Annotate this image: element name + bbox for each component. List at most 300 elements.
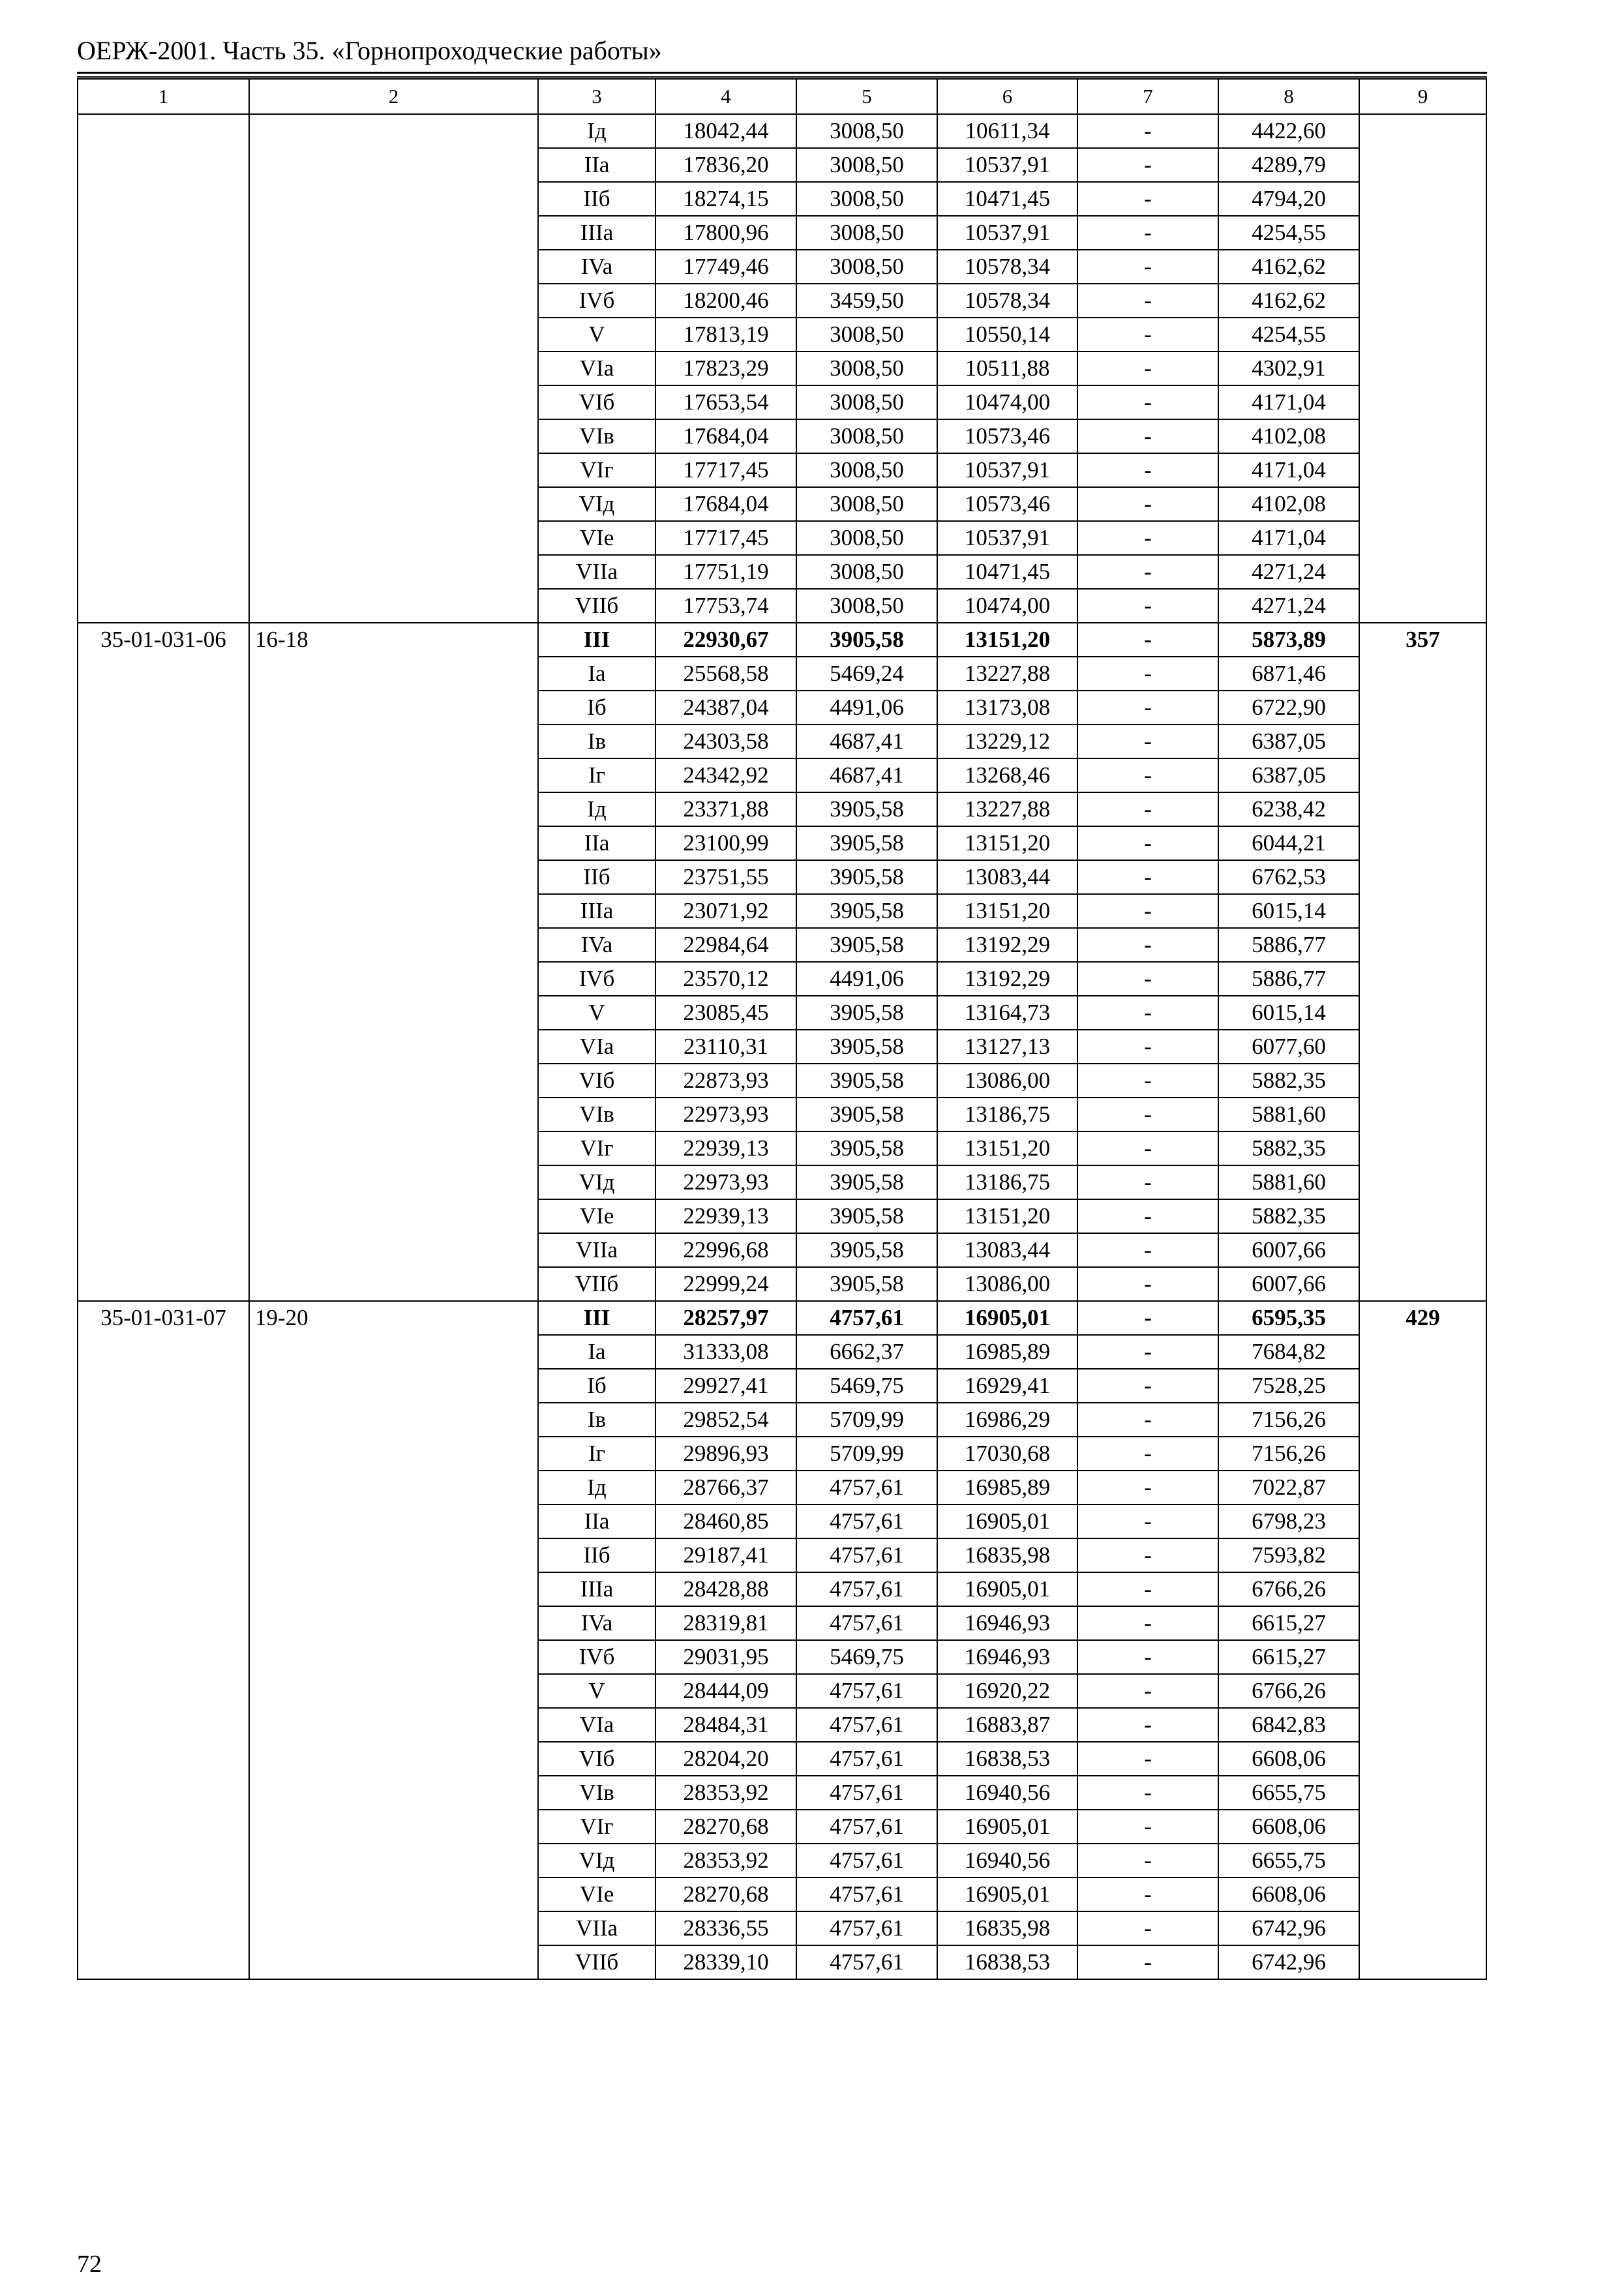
machinist-wages-cell: - bbox=[1077, 1911, 1218, 1945]
materials-cell: 4271,24 bbox=[1218, 555, 1359, 589]
wages-cell: 4757,61 bbox=[796, 1538, 937, 1572]
total-cost-cell: 23100,99 bbox=[655, 826, 796, 860]
wages-cell: 3905,58 bbox=[796, 1131, 937, 1165]
category-cell: Iб bbox=[538, 691, 655, 725]
machinist-wages-cell: - bbox=[1077, 385, 1218, 419]
category-cell: VIIa bbox=[538, 1233, 655, 1267]
machines-cell: 10537,91 bbox=[937, 521, 1077, 555]
machinist-wages-cell: - bbox=[1077, 1708, 1218, 1742]
materials-cell: 6077,60 bbox=[1218, 1030, 1359, 1064]
total-cost-cell: 22939,13 bbox=[655, 1199, 796, 1233]
machines-cell: 10578,34 bbox=[937, 284, 1077, 318]
machines-cell: 13229,12 bbox=[937, 725, 1077, 758]
header-rule bbox=[77, 76, 1487, 78]
category-cell: IVб bbox=[538, 284, 655, 318]
total-cost-cell: 29896,93 bbox=[655, 1437, 796, 1471]
rates-table bbox=[77, 78, 1487, 1980]
materials-cell: 6608,06 bbox=[1218, 1742, 1359, 1776]
machinist-wages-cell: - bbox=[1077, 1437, 1218, 1471]
machines-cell: 16985,89 bbox=[937, 1335, 1077, 1369]
machines-cell: 10537,91 bbox=[937, 453, 1077, 487]
category-cell: V bbox=[538, 318, 655, 352]
machinist-wages-cell: - bbox=[1077, 996, 1218, 1030]
machinist-wages-cell: - bbox=[1077, 623, 1218, 657]
total-cost-cell: 18042,44 bbox=[655, 114, 796, 148]
wages-cell: 3905,58 bbox=[796, 860, 937, 894]
materials-cell: 6015,14 bbox=[1218, 894, 1359, 928]
materials-cell: 6655,75 bbox=[1218, 1844, 1359, 1878]
category-cell: VIб bbox=[538, 1742, 655, 1776]
materials-cell: 6655,75 bbox=[1218, 1776, 1359, 1810]
category-cell: Iб bbox=[538, 1369, 655, 1403]
machines-cell: 13151,20 bbox=[937, 1131, 1077, 1165]
materials-cell: 5881,60 bbox=[1218, 1165, 1359, 1199]
materials-cell: 6762,53 bbox=[1218, 860, 1359, 894]
total-cost-cell: 22999,24 bbox=[655, 1267, 796, 1301]
machinist-wages-cell: - bbox=[1077, 1030, 1218, 1064]
category-cell: IVa bbox=[538, 1606, 655, 1640]
materials-cell: 6798,23 bbox=[1218, 1504, 1359, 1538]
wages-cell: 3905,58 bbox=[796, 1199, 937, 1233]
machinist-wages-cell: - bbox=[1077, 1504, 1218, 1538]
machines-cell: 16920,22 bbox=[937, 1674, 1077, 1708]
wages-cell: 3008,50 bbox=[796, 555, 937, 589]
labor-cell: 429 bbox=[1359, 1301, 1486, 1979]
category-cell: VIe bbox=[538, 521, 655, 555]
machines-cell: 13127,13 bbox=[937, 1030, 1077, 1064]
machinist-wages-cell: - bbox=[1077, 1742, 1218, 1776]
machines-cell: 10578,34 bbox=[937, 250, 1077, 284]
machines-cell: 13083,44 bbox=[937, 1233, 1077, 1267]
materials-cell: 5882,35 bbox=[1218, 1131, 1359, 1165]
category-cell: IIIa bbox=[538, 216, 655, 250]
machines-cell: 10471,45 bbox=[937, 182, 1077, 216]
total-cost-cell: 23371,88 bbox=[655, 792, 796, 826]
materials-cell: 4171,04 bbox=[1218, 521, 1359, 555]
materials-cell: 4162,62 bbox=[1218, 250, 1359, 284]
machinist-wages-cell: - bbox=[1077, 826, 1218, 860]
materials-cell: 6722,90 bbox=[1218, 691, 1359, 725]
category-cell: VIд bbox=[538, 487, 655, 521]
machinist-wages-cell: - bbox=[1077, 521, 1218, 555]
machines-cell: 13192,29 bbox=[937, 962, 1077, 996]
machinist-wages-cell: - bbox=[1077, 182, 1218, 216]
wages-cell: 4757,61 bbox=[796, 1572, 937, 1606]
machinist-wages-cell: - bbox=[1077, 1844, 1218, 1878]
category-cell: VIIa bbox=[538, 555, 655, 589]
materials-cell: 4794,20 bbox=[1218, 182, 1359, 216]
column-header: 5 bbox=[796, 79, 937, 114]
machines-cell: 13227,88 bbox=[937, 792, 1077, 826]
machinist-wages-cell: - bbox=[1077, 352, 1218, 385]
table-row bbox=[78, 1301, 1486, 1335]
materials-cell: 5873,89 bbox=[1218, 623, 1359, 657]
page-number: 72 bbox=[77, 2251, 102, 2278]
total-cost-cell: 28204,20 bbox=[655, 1742, 796, 1776]
column-header: 7 bbox=[1077, 79, 1218, 114]
total-cost-cell: 23751,55 bbox=[655, 860, 796, 894]
category-cell: Iг bbox=[538, 758, 655, 792]
wages-cell: 3905,58 bbox=[796, 1030, 937, 1064]
category-cell: VIIб bbox=[538, 1945, 655, 1979]
machines-cell: 16946,93 bbox=[937, 1606, 1077, 1640]
machinist-wages-cell: - bbox=[1077, 589, 1218, 623]
total-cost-cell: 24387,04 bbox=[655, 691, 796, 725]
category-cell: Iг bbox=[538, 1437, 655, 1471]
total-cost-cell: 28353,92 bbox=[655, 1844, 796, 1878]
machines-cell: 13173,08 bbox=[937, 691, 1077, 725]
category-cell: IIб bbox=[538, 1538, 655, 1572]
machines-cell: 16929,41 bbox=[937, 1369, 1077, 1403]
wages-cell: 3459,50 bbox=[796, 284, 937, 318]
wages-cell: 4757,61 bbox=[796, 1471, 937, 1504]
category-cell: Ia bbox=[538, 1335, 655, 1369]
total-cost-cell: 25568,58 bbox=[655, 657, 796, 691]
machines-cell: 16940,56 bbox=[937, 1844, 1077, 1878]
category-cell: IVб bbox=[538, 962, 655, 996]
machinist-wages-cell: - bbox=[1077, 1538, 1218, 1572]
machinist-wages-cell: - bbox=[1077, 216, 1218, 250]
materials-cell: 7684,82 bbox=[1218, 1335, 1359, 1369]
total-cost-cell: 29852,54 bbox=[655, 1403, 796, 1437]
materials-cell: 6007,66 bbox=[1218, 1267, 1359, 1301]
wages-cell: 6662,37 bbox=[796, 1335, 937, 1369]
machinist-wages-cell: - bbox=[1077, 1335, 1218, 1369]
total-cost-cell: 22973,93 bbox=[655, 1098, 796, 1131]
machinist-wages-cell: - bbox=[1077, 419, 1218, 453]
machinist-wages-cell: - bbox=[1077, 1674, 1218, 1708]
machinist-wages-cell: - bbox=[1077, 453, 1218, 487]
machinist-wages-cell: - bbox=[1077, 1606, 1218, 1640]
wages-cell: 4757,61 bbox=[796, 1945, 937, 1979]
machinist-wages-cell: - bbox=[1077, 250, 1218, 284]
category-cell: VIIб bbox=[538, 589, 655, 623]
materials-cell: 4254,55 bbox=[1218, 216, 1359, 250]
machinist-wages-cell: - bbox=[1077, 1131, 1218, 1165]
wages-cell: 3905,58 bbox=[796, 996, 937, 1030]
wages-cell: 3008,50 bbox=[796, 318, 937, 352]
category-cell: VIIa bbox=[538, 1911, 655, 1945]
machines-cell: 16946,93 bbox=[937, 1640, 1077, 1674]
machines-cell: 13151,20 bbox=[937, 1199, 1077, 1233]
materials-cell: 4271,24 bbox=[1218, 589, 1359, 623]
category-cell: IIa bbox=[538, 1504, 655, 1538]
wages-cell: 3008,50 bbox=[796, 250, 937, 284]
category-cell: Ia bbox=[538, 657, 655, 691]
machinist-wages-cell: - bbox=[1077, 114, 1218, 148]
machines-cell: 16835,98 bbox=[937, 1911, 1077, 1945]
materials-cell: 6615,27 bbox=[1218, 1640, 1359, 1674]
total-cost-cell: 28484,31 bbox=[655, 1708, 796, 1742]
machines-cell: 16905,01 bbox=[937, 1301, 1077, 1335]
category-cell: VIa bbox=[538, 1030, 655, 1064]
total-cost-cell: 22930,67 bbox=[655, 623, 796, 657]
total-cost-cell: 29927,41 bbox=[655, 1369, 796, 1403]
machines-cell: 16835,98 bbox=[937, 1538, 1077, 1572]
range-cell: 19-20 bbox=[249, 1301, 538, 1979]
wages-cell: 3905,58 bbox=[796, 1098, 937, 1131]
total-cost-cell: 17717,45 bbox=[655, 453, 796, 487]
wages-cell: 3905,58 bbox=[796, 792, 937, 826]
materials-cell: 6238,42 bbox=[1218, 792, 1359, 826]
total-cost-cell: 31333,08 bbox=[655, 1335, 796, 1369]
machines-cell: 16940,56 bbox=[937, 1776, 1077, 1810]
table-body bbox=[78, 114, 1486, 1979]
wages-cell: 3008,50 bbox=[796, 352, 937, 385]
total-cost-cell: 18200,46 bbox=[655, 284, 796, 318]
total-cost-cell: 28257,97 bbox=[655, 1301, 796, 1335]
column-header: 8 bbox=[1218, 79, 1359, 114]
materials-cell: 7156,26 bbox=[1218, 1437, 1359, 1471]
wages-cell: 3905,58 bbox=[796, 826, 937, 860]
machines-cell: 10573,46 bbox=[937, 487, 1077, 521]
wages-cell: 3905,58 bbox=[796, 894, 937, 928]
table-row bbox=[78, 623, 1486, 657]
machinist-wages-cell: - bbox=[1077, 792, 1218, 826]
total-cost-cell: 28270,68 bbox=[655, 1878, 796, 1911]
materials-cell: 6608,06 bbox=[1218, 1810, 1359, 1844]
wages-cell: 3008,50 bbox=[796, 148, 937, 182]
machinist-wages-cell: - bbox=[1077, 1776, 1218, 1810]
machinist-wages-cell: - bbox=[1077, 1199, 1218, 1233]
machines-cell: 13086,00 bbox=[937, 1267, 1077, 1301]
column-header: 2 bbox=[249, 79, 538, 114]
materials-cell: 6871,46 bbox=[1218, 657, 1359, 691]
total-cost-cell: 22939,13 bbox=[655, 1131, 796, 1165]
wages-cell: 3905,58 bbox=[796, 1165, 937, 1199]
machinist-wages-cell: - bbox=[1077, 1572, 1218, 1606]
category-cell: VIв bbox=[538, 419, 655, 453]
machines-cell: 10573,46 bbox=[937, 419, 1077, 453]
total-cost-cell: 17751,19 bbox=[655, 555, 796, 589]
total-cost-cell: 23085,45 bbox=[655, 996, 796, 1030]
materials-cell: 7022,87 bbox=[1218, 1471, 1359, 1504]
total-cost-cell: 17800,96 bbox=[655, 216, 796, 250]
machinist-wages-cell: - bbox=[1077, 1165, 1218, 1199]
wages-cell: 3008,50 bbox=[796, 385, 937, 419]
category-cell: Iв bbox=[538, 725, 655, 758]
machines-cell: 13268,46 bbox=[937, 758, 1077, 792]
total-cost-cell: 24342,92 bbox=[655, 758, 796, 792]
category-cell: IVa bbox=[538, 928, 655, 962]
category-cell: III bbox=[538, 1301, 655, 1335]
machinist-wages-cell: - bbox=[1077, 1640, 1218, 1674]
materials-cell: 6766,26 bbox=[1218, 1674, 1359, 1708]
total-cost-cell: 23071,92 bbox=[655, 894, 796, 928]
category-cell: Iд bbox=[538, 1471, 655, 1504]
wages-cell: 4757,61 bbox=[796, 1776, 937, 1810]
machinist-wages-cell: - bbox=[1077, 1301, 1218, 1335]
machines-cell: 10474,00 bbox=[937, 385, 1077, 419]
machinist-wages-cell: - bbox=[1077, 1810, 1218, 1844]
category-cell: VIe bbox=[538, 1878, 655, 1911]
wages-cell: 5469,24 bbox=[796, 657, 937, 691]
machinist-wages-cell: - bbox=[1077, 860, 1218, 894]
materials-cell: 5886,77 bbox=[1218, 928, 1359, 962]
category-cell: Iв bbox=[538, 1403, 655, 1437]
machinist-wages-cell: - bbox=[1077, 487, 1218, 521]
category-cell: V bbox=[538, 1674, 655, 1708]
category-cell: IIб bbox=[538, 182, 655, 216]
document-header: ОЕРЖ-2001. Часть 35. «Горнопроходческие работы» bbox=[77, 36, 662, 65]
category-cell: VIa bbox=[538, 1708, 655, 1742]
total-cost-cell: 22984,64 bbox=[655, 928, 796, 962]
machines-cell: 16905,01 bbox=[937, 1878, 1077, 1911]
materials-cell: 4422,60 bbox=[1218, 114, 1359, 148]
wages-cell: 3008,50 bbox=[796, 114, 937, 148]
wages-cell: 4687,41 bbox=[796, 725, 937, 758]
total-cost-cell: 23570,12 bbox=[655, 962, 796, 996]
total-cost-cell: 28444,09 bbox=[655, 1674, 796, 1708]
category-cell: VIг bbox=[538, 1810, 655, 1844]
materials-cell: 5882,35 bbox=[1218, 1199, 1359, 1233]
machines-cell: 16883,87 bbox=[937, 1708, 1077, 1742]
materials-cell: 4302,91 bbox=[1218, 352, 1359, 385]
machines-cell: 13186,75 bbox=[937, 1098, 1077, 1131]
machinist-wages-cell: - bbox=[1077, 555, 1218, 589]
wages-cell: 3008,50 bbox=[796, 487, 937, 521]
machines-cell: 17030,68 bbox=[937, 1437, 1077, 1471]
machines-cell: 13086,00 bbox=[937, 1064, 1077, 1098]
category-cell: IIa bbox=[538, 826, 655, 860]
category-cell: VIв bbox=[538, 1098, 655, 1131]
materials-cell: 6766,26 bbox=[1218, 1572, 1359, 1606]
total-cost-cell: 17836,20 bbox=[655, 148, 796, 182]
materials-cell: 6842,83 bbox=[1218, 1708, 1359, 1742]
machines-cell: 13083,44 bbox=[937, 860, 1077, 894]
total-cost-cell: 17684,04 bbox=[655, 487, 796, 521]
total-cost-cell: 17813,19 bbox=[655, 318, 796, 352]
total-cost-cell: 28319,81 bbox=[655, 1606, 796, 1640]
total-cost-cell: 28460,85 bbox=[655, 1504, 796, 1538]
category-cell: VIг bbox=[538, 453, 655, 487]
machines-cell: 10537,91 bbox=[937, 216, 1077, 250]
wages-cell: 4757,61 bbox=[796, 1708, 937, 1742]
machinist-wages-cell: - bbox=[1077, 1471, 1218, 1504]
category-cell: Iд bbox=[538, 792, 655, 826]
total-cost-cell: 17749,46 bbox=[655, 250, 796, 284]
total-cost-cell: 17684,04 bbox=[655, 419, 796, 453]
materials-cell: 6387,05 bbox=[1218, 725, 1359, 758]
category-cell: IVa bbox=[538, 250, 655, 284]
wages-cell: 3905,58 bbox=[796, 928, 937, 962]
wages-cell: 4757,61 bbox=[796, 1674, 937, 1708]
wages-cell: 5709,99 bbox=[796, 1437, 937, 1471]
total-cost-cell: 23110,31 bbox=[655, 1030, 796, 1064]
wages-cell: 3905,58 bbox=[796, 1233, 937, 1267]
machinist-wages-cell: - bbox=[1077, 1064, 1218, 1098]
wages-cell: 3905,58 bbox=[796, 1064, 937, 1098]
machinist-wages-cell: - bbox=[1077, 1878, 1218, 1911]
machines-cell: 10471,45 bbox=[937, 555, 1077, 589]
labor-cell: 357 bbox=[1359, 623, 1486, 1301]
category-cell: VIд bbox=[538, 1844, 655, 1878]
total-cost-cell: 28270,68 bbox=[655, 1810, 796, 1844]
wages-cell: 3008,50 bbox=[796, 419, 937, 453]
machinist-wages-cell: - bbox=[1077, 318, 1218, 352]
column-header: 3 bbox=[538, 79, 655, 114]
total-cost-cell: 22996,68 bbox=[655, 1233, 796, 1267]
category-cell: IIa bbox=[538, 148, 655, 182]
materials-cell: 7156,26 bbox=[1218, 1403, 1359, 1437]
total-cost-cell: 17823,29 bbox=[655, 352, 796, 385]
machinist-wages-cell: - bbox=[1077, 758, 1218, 792]
machinist-wages-cell: - bbox=[1077, 1098, 1218, 1131]
rate-code-cell: 35-01-031-06 bbox=[78, 623, 249, 1301]
wages-cell: 4757,61 bbox=[796, 1606, 937, 1640]
machines-cell: 16905,01 bbox=[937, 1572, 1077, 1606]
labor-cell bbox=[1359, 114, 1486, 623]
machinist-wages-cell: - bbox=[1077, 962, 1218, 996]
materials-cell: 4102,08 bbox=[1218, 487, 1359, 521]
wages-cell: 3905,58 bbox=[796, 623, 937, 657]
category-cell: VIд bbox=[538, 1165, 655, 1199]
category-cell: VIб bbox=[538, 385, 655, 419]
column-header: 4 bbox=[655, 79, 796, 114]
total-cost-cell: 17717,45 bbox=[655, 521, 796, 555]
total-cost-cell: 24303,58 bbox=[655, 725, 796, 758]
machinist-wages-cell: - bbox=[1077, 1403, 1218, 1437]
wages-cell: 4757,61 bbox=[796, 1742, 937, 1776]
materials-cell: 6742,96 bbox=[1218, 1945, 1359, 1979]
wages-cell: 3905,58 bbox=[796, 1267, 937, 1301]
materials-cell: 4171,04 bbox=[1218, 385, 1359, 419]
materials-cell: 7528,25 bbox=[1218, 1369, 1359, 1403]
machines-cell: 13164,73 bbox=[937, 996, 1077, 1030]
wages-cell: 5469,75 bbox=[796, 1640, 937, 1674]
range-cell bbox=[249, 114, 538, 623]
machinist-wages-cell: - bbox=[1077, 1945, 1218, 1979]
column-header: 1 bbox=[78, 79, 249, 114]
category-cell: VIб bbox=[538, 1064, 655, 1098]
total-cost-cell: 29187,41 bbox=[655, 1538, 796, 1572]
materials-cell: 4102,08 bbox=[1218, 419, 1359, 453]
materials-cell: 6007,66 bbox=[1218, 1233, 1359, 1267]
wages-cell: 4757,61 bbox=[796, 1844, 937, 1878]
category-cell: VIIб bbox=[538, 1267, 655, 1301]
machinist-wages-cell: - bbox=[1077, 1369, 1218, 1403]
wages-cell: 3008,50 bbox=[796, 453, 937, 487]
total-cost-cell: 28336,55 bbox=[655, 1911, 796, 1945]
category-cell: IIIa bbox=[538, 894, 655, 928]
machines-cell: 16838,53 bbox=[937, 1742, 1077, 1776]
rate-code-cell: 35-01-031-07 bbox=[78, 1301, 249, 1979]
wages-cell: 4757,61 bbox=[796, 1504, 937, 1538]
materials-cell: 6615,27 bbox=[1218, 1606, 1359, 1640]
materials-cell: 6044,21 bbox=[1218, 826, 1359, 860]
materials-cell: 4254,55 bbox=[1218, 318, 1359, 352]
machines-cell: 13151,20 bbox=[937, 826, 1077, 860]
total-cost-cell: 28339,10 bbox=[655, 1945, 796, 1979]
machines-cell: 10537,91 bbox=[937, 148, 1077, 182]
category-cell: IIIa bbox=[538, 1572, 655, 1606]
total-cost-cell: 28766,37 bbox=[655, 1471, 796, 1504]
machinist-wages-cell: - bbox=[1077, 725, 1218, 758]
wages-cell: 5469,75 bbox=[796, 1369, 937, 1403]
machines-cell: 10474,00 bbox=[937, 589, 1077, 623]
wages-cell: 5709,99 bbox=[796, 1403, 937, 1437]
materials-cell: 6595,35 bbox=[1218, 1301, 1359, 1335]
category-cell: VIг bbox=[538, 1131, 655, 1165]
materials-cell: 4162,62 bbox=[1218, 284, 1359, 318]
total-cost-cell: 22873,93 bbox=[655, 1064, 796, 1098]
machines-cell: 13186,75 bbox=[937, 1165, 1077, 1199]
total-cost-cell: 18274,15 bbox=[655, 182, 796, 216]
materials-cell: 6015,14 bbox=[1218, 996, 1359, 1030]
machines-cell: 13192,29 bbox=[937, 928, 1077, 962]
wages-cell: 3008,50 bbox=[796, 182, 937, 216]
total-cost-cell: 28353,92 bbox=[655, 1776, 796, 1810]
